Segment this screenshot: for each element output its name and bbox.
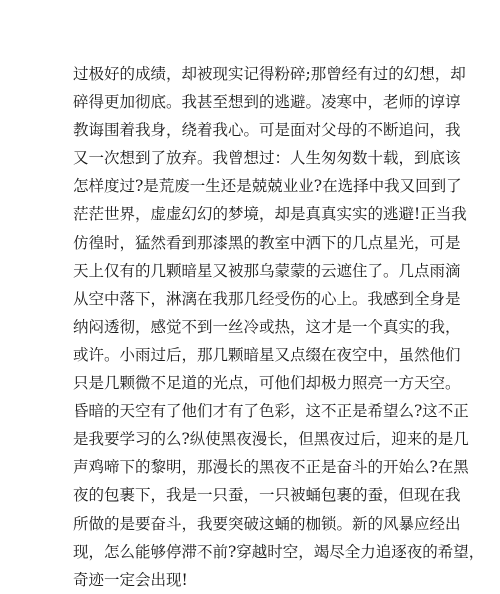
text-line: 所做的是要奋斗，我要突破这蛹的枷锁。新的风暴应经出 — [73, 514, 461, 533]
text-line: 昏暗的天空有了他们才有了色彩，这不正是希望么?这不正 — [73, 402, 469, 421]
text-line: 教诲围着我身，绕着我心。可是面对父母的不断追问，我 — [73, 121, 461, 140]
text-line: 奇迹一定会出现! — [73, 570, 188, 589]
text-line: 又一次想到了放弃。我曾想过：人生匆匆数十载，到底该 — [73, 149, 461, 168]
text-line: 碎得更加彻底。我甚至想到的逃避。凌寒中，老师的谆谆 — [73, 93, 461, 112]
text-line: 过极好的成绩，却被现实记得粉碎;那曾经有过的幻想，却 — [73, 65, 466, 83]
text-line: 现，怎么能够停滞不前?穿越时空，竭尽全力追逐夜的希望， — [73, 542, 485, 561]
text-line: 纳闷透彻，感觉不到一丝冷或热，这才是一个真实的我， — [73, 317, 461, 336]
text-line: 怎样度过?是荒废一生还是兢兢业业?在选择中我又回到了 — [73, 177, 462, 196]
text-line: 或许。小雨过后，那几颗暗星又点缀在夜空中，虽然他们 — [73, 345, 461, 364]
text-line: 只是几颗微不足道的光点，可他们却极力照亮一方天空。 — [73, 374, 461, 393]
paragraph — [73, 60, 485, 594]
text-line: 夜的包裹下，我是一只蚕，一只被蛹包裹的蚕，但现在我 — [73, 486, 461, 505]
text-line: 天上仅有的几颗暗星又被那乌蒙蒙的云遮住了。几点雨滴 — [73, 261, 461, 280]
text-line: 从空中落下，淋漓在我那几经受伤的心上。我感到全身是 — [73, 289, 461, 308]
text-line: 茫茫世界，虚虚幻幻的梦境，却是真真实实的逃避!正当我 — [73, 205, 467, 224]
text-line: 仿徨时，猛然看到那漆黑的教室中洒下的几点星光，可是 — [73, 233, 461, 252]
text-line: 是我要学习的么?纵使黑夜漫长，但黑夜过后，迎来的是几 — [73, 430, 469, 449]
text-line: 声鸡啼下的黎明，那漫长的黑夜不正是奋斗的开始么?在黑 — [73, 458, 469, 477]
